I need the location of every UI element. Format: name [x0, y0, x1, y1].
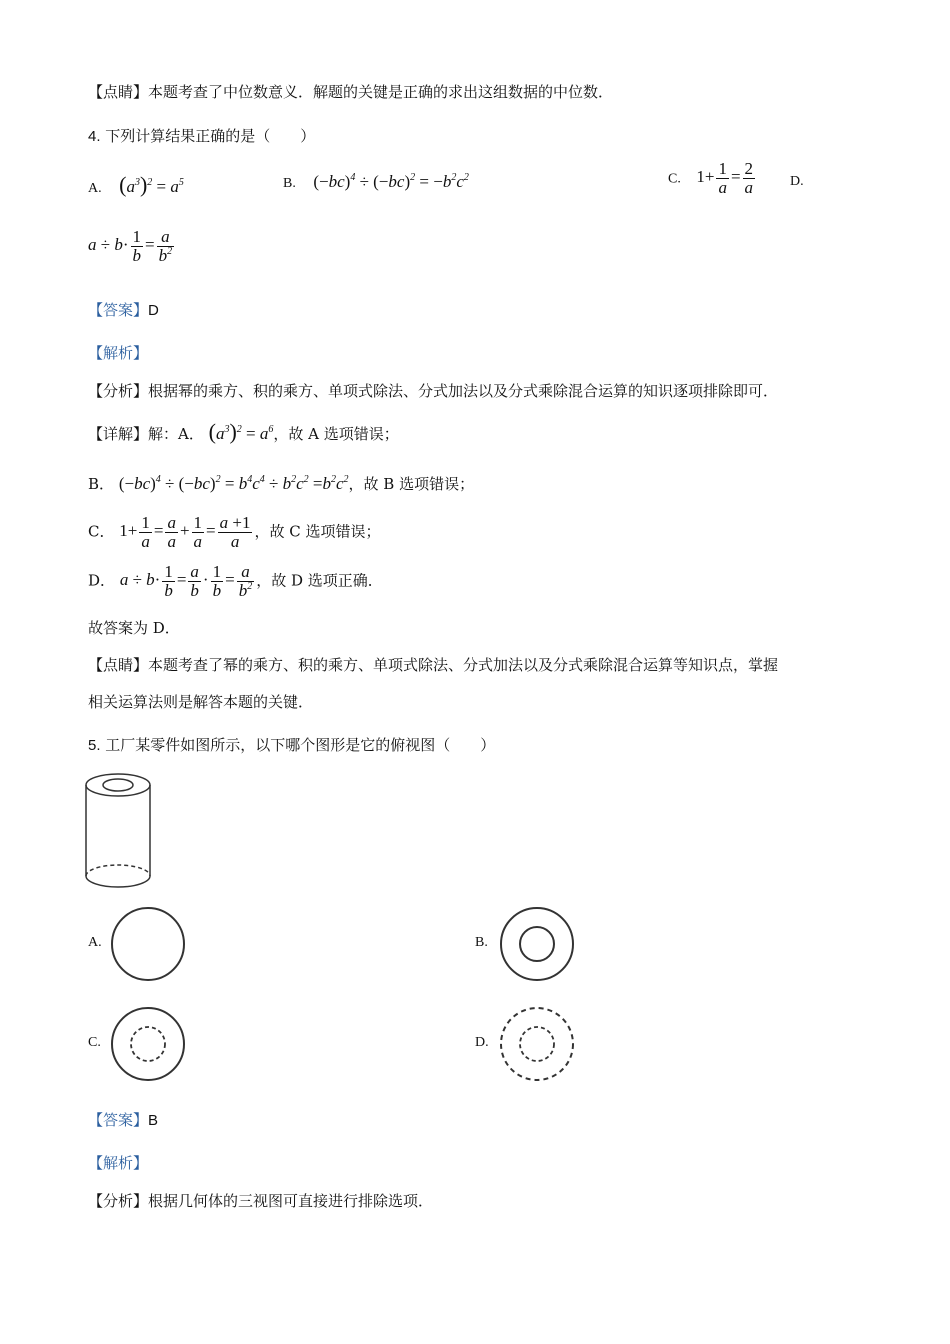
answer-value: B: [148, 1112, 159, 1129]
detail-label: C．: [88, 522, 115, 541]
q4-note-line1: [88, 655, 778, 675]
q4-detail-a: [88, 419, 399, 444]
q5-answer: [88, 1110, 158, 1131]
detail-label: D．: [88, 571, 116, 590]
q5-analysis-tag: [88, 1153, 148, 1173]
formula: $(a^3)^2 = a^5$: [119, 172, 184, 197]
q4-detail-b: [88, 474, 474, 494]
note-tag: 【点睛】: [88, 83, 149, 101]
note-line: [88, 82, 613, 102]
option-label: C.: [668, 171, 681, 187]
option-label: B.: [283, 176, 296, 191]
q5-fenxi: [88, 1191, 433, 1211]
q5-option-d-label: [475, 1035, 489, 1051]
q4-option-b: [283, 172, 469, 192]
detail-intro: 解：A．: [148, 425, 204, 443]
q4-detail-d: [88, 563, 383, 600]
q4-detail-c: [88, 514, 381, 551]
detail-label: B．: [88, 475, 115, 493]
formula: 1+ $\frac{1}{a}$ = $\frac{2}{a}$: [696, 159, 754, 197]
option-label: D.: [790, 174, 804, 189]
formula: $(-bc)^4 \div (-bc)^2 = b^4c^4 \div b^2c^2 =b^2c^2$: [118, 474, 349, 493]
option-d-dashed-circles: [496, 1004, 578, 1084]
q4-option-c: [668, 160, 757, 197]
conclusion-text: 故答案为 D．: [88, 619, 180, 637]
note-text: 本题考查了中位数意义．解题的关键是正确的求出这组数据的中位数．: [148, 83, 614, 101]
q4-analysis-tag: [88, 343, 148, 363]
q5-option-c-label: [88, 1035, 101, 1051]
option-label: A.: [88, 935, 102, 950]
detail-text: ，故 A 选项错误；: [273, 425, 399, 443]
option-b-concentric-circles: [496, 904, 578, 984]
question-5-stem: [88, 735, 495, 756]
analysis-tag: 【解析】: [88, 344, 149, 362]
q4-fenxi: [88, 381, 778, 401]
q5-option-b-label: [475, 935, 488, 951]
note-tag: 【点睛】: [88, 656, 149, 674]
detail-tag: 【详解】: [88, 425, 149, 443]
fenxi-tag: 【分析】: [88, 1192, 149, 1210]
question-text: 下列计算结果正确的是（ ）: [105, 127, 316, 145]
question-number: 5.: [88, 737, 101, 754]
question-number: 4.: [88, 128, 101, 145]
option-label: D.: [475, 1035, 489, 1050]
formula: a ÷ b· $\frac{1}{b}$ = $\frac{a}{b^2}$: [88, 227, 173, 265]
fenxi-text: 根据幂的乘方、积的乘方、单项式除法、分式加法以及分式乘除混合运算的知识逐项排除即可．: [148, 382, 779, 400]
option-label: A.: [88, 181, 102, 196]
hollow-cylinder-figure: [80, 770, 160, 895]
formula: a ÷ b· $\frac{1}{b}$ = $\frac{a}{b}$ · $\frac{1}{b}$ = $\frac{a}{b^2}$: [119, 562, 253, 600]
q4-answer: [88, 300, 159, 321]
detail-text: ，故 B 选项错误；: [348, 475, 475, 493]
analysis-tag: 【解析】: [88, 1154, 149, 1172]
option-label: C.: [88, 1035, 101, 1050]
question-4-stem: [88, 126, 315, 147]
detail-text: ，故 D 选项正确．: [256, 571, 383, 590]
q4-option-d-label: [790, 174, 804, 190]
q4-option-d: [88, 228, 176, 265]
option-c-dashed-inner-circle: [109, 1004, 189, 1084]
q4-conclusion: [88, 618, 180, 638]
answer-tag: 【答案】: [88, 301, 149, 319]
answer-value: D: [148, 302, 159, 319]
detail-text: ，故 C 选项错误；: [254, 522, 381, 541]
option-label: B.: [475, 935, 488, 950]
formula: 1+ $\frac{1}{a}$ = $\frac{a}{a}$ + $\frac{1}{a}$ = $\frac{a +1}{a}$: [119, 513, 251, 551]
option-a-circle: [109, 904, 189, 984]
note-text: 相关运算法则是解答本题的关键．: [88, 693, 314, 711]
q4-option-a: [88, 172, 184, 198]
note-text: 本题考查了幂的乘方、积的乘方、单项式除法、分式加法以及分式乘除混合运算等知识点，掌握: [148, 656, 779, 674]
q5-option-a-label: [88, 935, 102, 951]
question-text: 工厂某零件如图所示，以下哪个图形是它的俯视图（ ）: [105, 736, 496, 754]
q4-note-line2: [88, 692, 313, 712]
answer-tag: 【答案】: [88, 1111, 149, 1129]
fenxi-tag: 【分析】: [88, 382, 149, 400]
formula: $(a^3)^2 = a^6$: [208, 419, 274, 444]
formula: $(-bc)^4 \div (-bc)^2 = -b^2c^2$: [313, 172, 469, 191]
fenxi-text: 根据几何体的三视图可直接进行排除选项．: [148, 1192, 434, 1210]
